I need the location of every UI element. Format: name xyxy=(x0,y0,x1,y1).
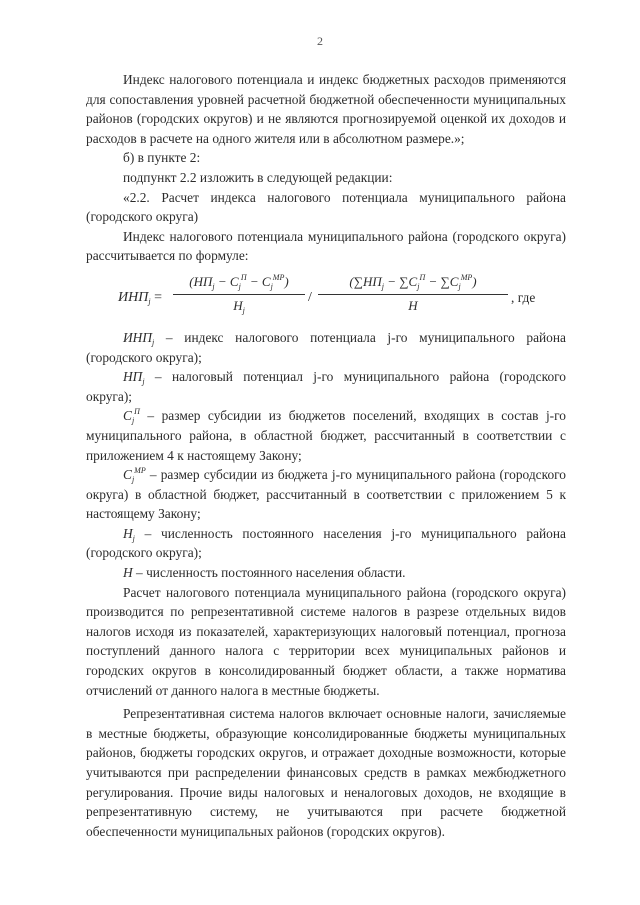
definition-c-mr: $C_j^{МР}$ – размер субсидии из бюджета j-го муниципального района (городского округа) в областной бюджет, рассчитанный в соответствии с приложением 5 к настоящему Закону; xyxy=(86,466,566,522)
definition-h-j: $H_j$ – численность постоянного населения j-го муниципального района (городского округа); xyxy=(86,525,566,561)
paragraph-formula-intro: Индекс налогового потенциала муниципального района (городского округа) рассчитывается по формуле: xyxy=(86,228,566,264)
formula-lhs: $ИНП_j$ = xyxy=(118,289,162,306)
definition-h: H – численность постоянного населения области. xyxy=(123,565,406,581)
definitions-list xyxy=(86,328,566,583)
definition-c-p: $C_j^П$ – размер субсидии из бюджетов поселений, входящих в состав j-го муниципального района, в областной бюджет, рассчитанный в соответствии с приложением 4 к настоящему Закону; xyxy=(86,407,566,463)
paragraph-representative-system: Репрезентативная система налогов включает основные налоги, зачисляемые в местные бюджеты, образующие консолидированные бюджеты муниципальных районов, бюджеты городских округов, и отражает доходные возможности, которые учитываются при распределении финансовых средств в рамках межбюджетного регулирования. Прочие виды налоговых и неналоговых доходов, не входящие в репрезентативную систему, не учитываются при расчете бюджетной обеспеченности муниципальных районов (городских округов). xyxy=(86,706,566,839)
page-number: 2 xyxy=(317,34,323,48)
document-body xyxy=(86,70,566,841)
paragraph-item-b: б) в пункте 2: xyxy=(123,150,201,166)
paragraph-calculation-method: Расчет налогового потенциала муниципального района (городского округа) производится по репрезентативной системе налогов в разрезе отдельных видов налогов исходя из показателей, характеризующих налоговый потенциал, прогноза поступлений данного налога с территории всех муниципальных районов и городских округов в консолидированный бюджет области, а также норматива отчислений от данного налога в местные бюджеты. xyxy=(86,584,566,698)
fraction-2-numerator: $(\sum НП_j - \sum C_j^П - \sum C_j^{МР})$ xyxy=(349,272,477,291)
definition-inp: $ИНП_j$ – индекс налогового потенциала j-го муниципального района (городского округа); xyxy=(86,329,566,365)
formula-fraction-1 xyxy=(173,272,305,315)
paragraph-index-usage: Индекс налогового потенциала и индекс бюджетных расходов применяются для сопоставления уровней расчетной бюджетной обеспеченности муниципальных районов (городских округов) и не являются прогнозируемой оценкой их доходов и расходов в расчете на одного жителя или в абсолютном размере.»; xyxy=(86,72,566,146)
fraction-1-denominator: $H_j$ xyxy=(233,297,245,315)
formula-where: , где xyxy=(511,289,536,305)
definition-np: $НП_j$ – налоговый потенциал j-го муниципального района (городского округа); xyxy=(86,369,566,404)
paragraph-subclause-intro: подпункт 2.2 изложить в следующей редакции: xyxy=(123,169,393,185)
formula-slash: / xyxy=(308,289,312,305)
tax-potential-formula xyxy=(86,272,566,322)
paragraph-section-title: «2.2. Расчет индекса налогового потенциала муниципального района (городского округа) xyxy=(86,189,566,225)
fraction-1-numerator: $(НП_j - C_j^П - C_j^{МР})$ xyxy=(189,272,289,291)
fraction-2-denominator: H xyxy=(408,297,418,313)
formula-fraction-2 xyxy=(318,272,508,315)
